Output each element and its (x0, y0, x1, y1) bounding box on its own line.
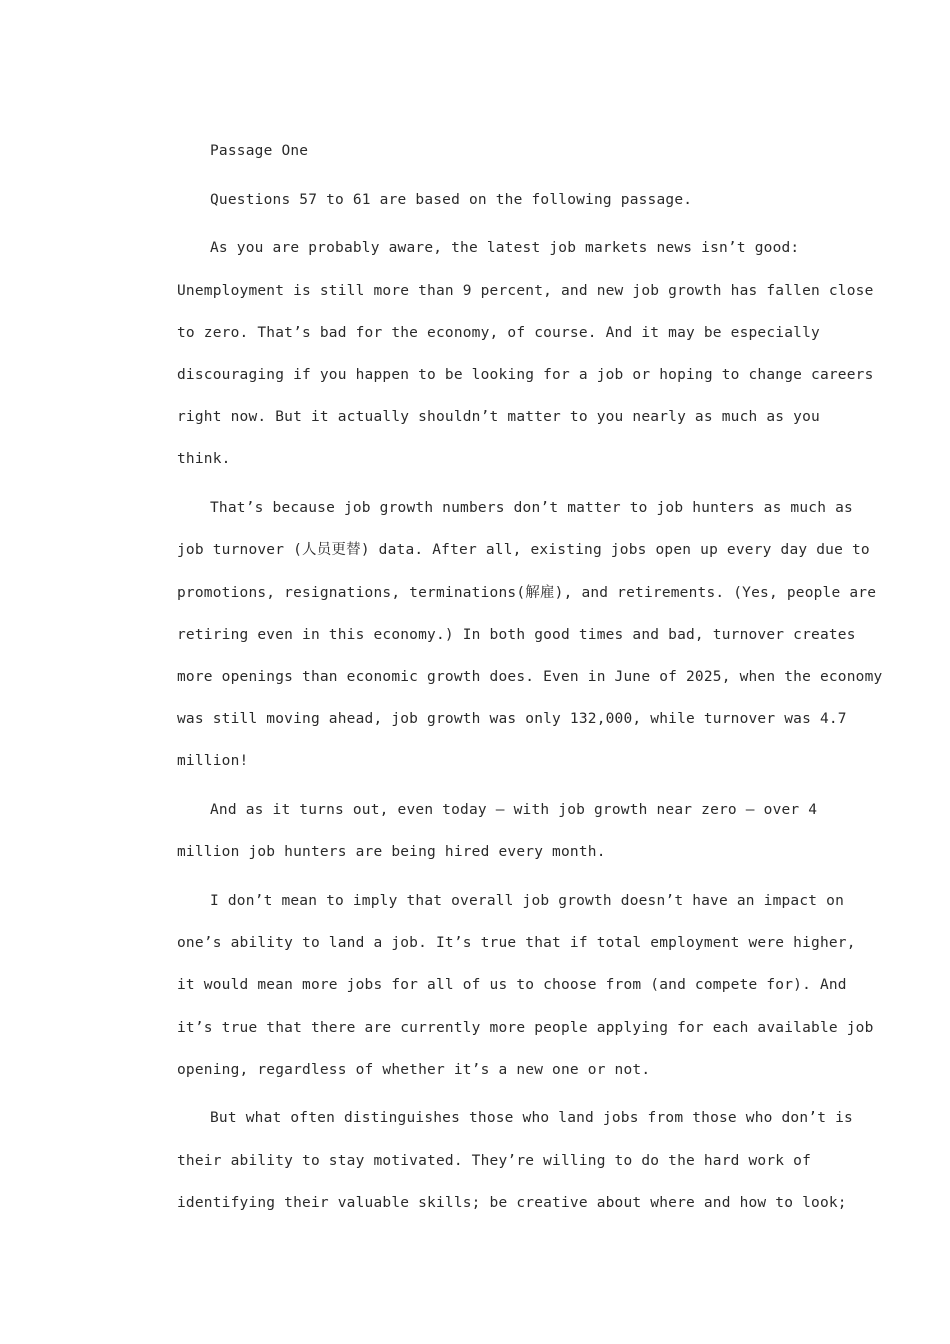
text-line: right now. But it actually shouldn’t matter to you nearly as much as you (177, 409, 820, 426)
text-line: And as it turns out, even today — with job growth near zero — over 4 (210, 802, 818, 819)
text-line: job turnover (人员更替) data. After all, existing jobs open up every day due to (177, 542, 870, 559)
text-line: identifying their valuable skills; be creative about where and how to look; (177, 1194, 847, 1211)
paragraph-2 (144, 487, 883, 782)
text-line: million! (177, 753, 249, 770)
passage-body (144, 130, 883, 1231)
text-line: was still moving ahead, job growth was only 132,000, while turnover was 4.7 (177, 711, 847, 728)
paragraph-1 (144, 227, 874, 480)
text-line: Unemployment is still more than 9 percent, and new job growth has fallen close (177, 282, 874, 299)
text-line: think. (177, 451, 231, 468)
text-line: it would mean more jobs for all of us to choose from (and compete for). And (177, 977, 847, 994)
text-line: to zero. That’s bad for the economy, of course. And it may be especially (177, 324, 820, 341)
heading-line: Passage One (210, 143, 309, 159)
paragraph-5 (144, 1097, 853, 1224)
paragraph-4 (144, 880, 874, 1091)
intro-line: Questions 57 to 61 are based on the following passage. (210, 191, 693, 208)
passage-intro (144, 179, 812, 221)
text-line: one’s ability to land a job. It’s true that if total employment were higher, (177, 935, 856, 952)
paragraph-3 (144, 789, 818, 873)
text-line: discouraging if you happen to be looking for a job or hoping to change careers (177, 367, 874, 384)
text-line: million job hunters are being hired every month. (177, 844, 606, 861)
text-line: I don’t mean to imply that overall job growth doesn’t have an impact on (210, 892, 845, 909)
text-line: more openings than economic growth does. Even in June of 2025, when the economy (177, 668, 883, 685)
text-line: their ability to stay motivated. They’re willing to do the hard work of (177, 1152, 812, 1169)
text-line: As you are probably aware, the latest job markets news isn’t good: (210, 240, 800, 257)
text-line: promotions, resignations, terminations(解雇), and retirements. (Yes, people are (177, 584, 877, 601)
text-line: it’s true that there are currently more people applying for each available job (177, 1019, 874, 1036)
text-line: retiring even in this economy.) In both good times and bad, turnover creates (177, 626, 856, 643)
text-line: But what often distinguishes those who land jobs from those who don’t is (210, 1110, 853, 1127)
passage-heading (144, 130, 812, 172)
text-line: opening, regardless of whether it’s a new one or not. (177, 1061, 651, 1078)
text-line: That’s because job growth numbers don’t matter to job hunters as much as (210, 500, 853, 517)
